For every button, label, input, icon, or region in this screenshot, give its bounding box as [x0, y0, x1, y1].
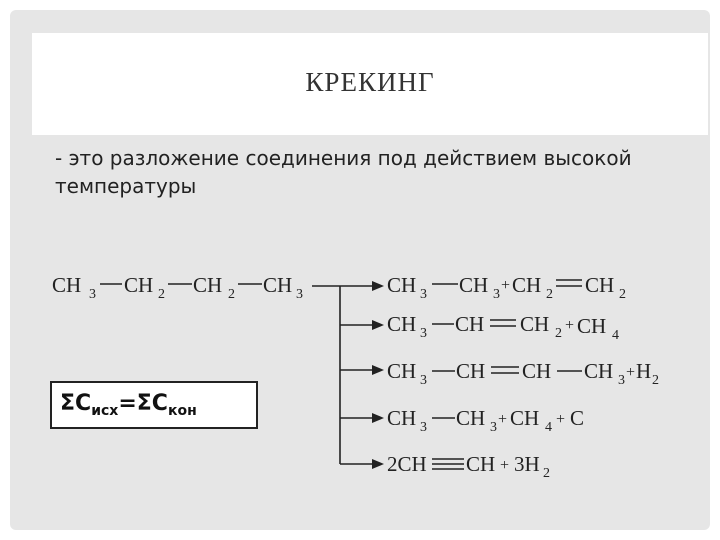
p4-ch3-2: CH: [456, 406, 486, 430]
p4-plus-2: +: [556, 411, 566, 428]
definition-text: - это разложение соединения под действием высокой температуры: [55, 146, 632, 198]
reactant-ch3-1: CH: [52, 273, 82, 297]
p4-ch3-sub: 3: [420, 420, 427, 435]
p3-ch3-sub: 3: [420, 373, 427, 388]
p5-plus: +: [500, 457, 510, 474]
reactant-ch3-1-sub: 3: [89, 287, 96, 302]
p2-plus: +: [565, 317, 575, 334]
p3-h2: H: [636, 359, 652, 383]
p2-ch3: CH: [387, 312, 417, 336]
p4-ch3-2-sub: 3: [490, 420, 497, 435]
reactant-ch2-2: CH: [193, 273, 223, 297]
reactant-ch3-2-sub: 3: [296, 287, 303, 302]
p1-ch2-2-sub: 2: [619, 287, 626, 302]
p5-ch: CH: [466, 452, 496, 476]
p3-plus: +: [626, 364, 636, 381]
p2-ch: CH: [455, 312, 485, 336]
p3-ch3-2-sub: 3: [618, 373, 625, 388]
p3-ch-2: CH: [522, 359, 552, 383]
p1-plus: +: [501, 277, 511, 294]
p2-ch2-sub: 2: [555, 326, 562, 341]
reactant-ch3-2: CH: [263, 273, 293, 297]
p5-3h2: 3H: [514, 452, 540, 476]
sigma-c-initial: ΣC: [60, 391, 92, 416]
p2-ch2: CH: [520, 312, 550, 336]
sigma-c-final: ΣC: [136, 391, 168, 416]
p2-ch4: CH: [577, 314, 607, 338]
p1-ch2: CH: [512, 273, 542, 297]
arrow-head-icon: [372, 459, 384, 469]
carbon-balance-formula-box: [50, 381, 258, 429]
sub-initial: исх: [91, 403, 119, 419]
arrow-head-icon: [372, 281, 384, 291]
arrow-head-icon: [372, 365, 384, 375]
p4-c: C: [570, 406, 585, 430]
sub-final: кон: [167, 403, 197, 419]
slide-title: КРЕКИНГ: [305, 67, 435, 97]
arrow-head-icon: [372, 320, 384, 330]
p3-ch: CH: [456, 359, 486, 383]
carbon-balance-formula: [60, 391, 197, 419]
arrow-head-icon: [372, 413, 384, 423]
p1-ch2-sub: 2: [546, 287, 553, 302]
p2-ch4-sub: 4: [612, 328, 619, 343]
p4-ch3: CH: [387, 406, 417, 430]
p4-ch4-sub: 4: [545, 420, 552, 435]
reactant-ch2-1: CH: [124, 273, 154, 297]
p3-h2-sub: 2: [652, 373, 659, 388]
p4-ch4: CH: [510, 406, 540, 430]
p1-ch2-2: CH: [585, 273, 615, 297]
reactant-ch2-1-sub: 2: [158, 287, 165, 302]
reactant-ch2-2-sub: 2: [228, 287, 235, 302]
p5-2ch: 2CH: [387, 452, 427, 476]
equals-sign: =: [118, 391, 137, 416]
p1-ch3: CH: [387, 273, 417, 297]
p5-3h2-sub: 2: [543, 466, 550, 481]
p2-ch3-sub: 3: [420, 326, 427, 341]
p1-ch3-2: CH: [459, 273, 489, 297]
p3-ch3: CH: [387, 359, 417, 383]
p1-ch3-2-sub: 3: [493, 287, 500, 302]
p3-ch3-2: CH: [584, 359, 614, 383]
p1-ch3-sub: 3: [420, 287, 427, 302]
p4-plus-1: +: [498, 411, 508, 428]
